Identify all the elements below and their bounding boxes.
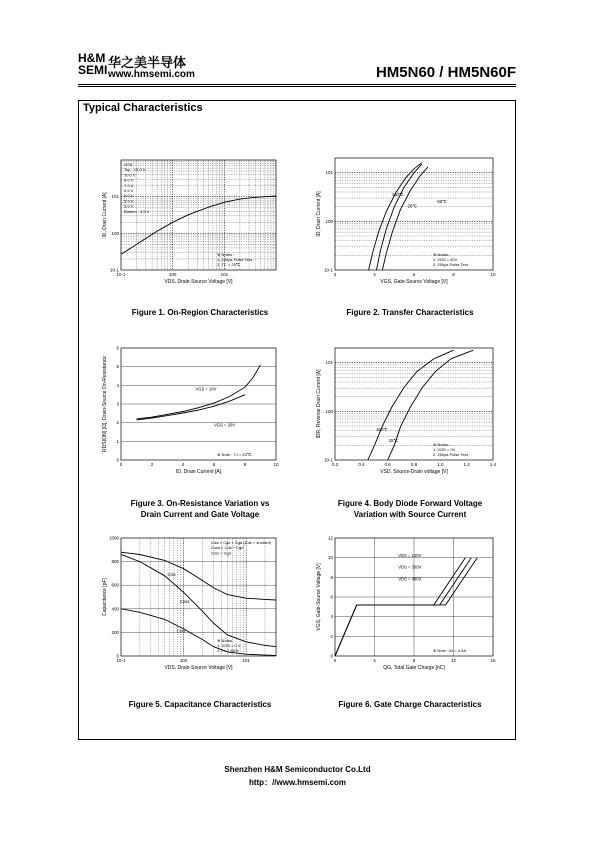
chart-note: ※ Notes : bbox=[432, 442, 451, 447]
curve-annotation: VDS = 120V bbox=[398, 552, 422, 558]
chart-note: ※ Note : TJ = 25℃ bbox=[217, 452, 252, 457]
x-tick-label: 0.8 bbox=[410, 462, 418, 467]
y-axis-label: Capacitance [pF] bbox=[102, 578, 108, 616]
chart-note: ※ Note : ID = 4.5A bbox=[432, 648, 467, 653]
series-line bbox=[335, 558, 465, 656]
plot-frame bbox=[335, 348, 493, 460]
series-line bbox=[382, 167, 427, 270]
x-tick-label: 0 bbox=[119, 462, 123, 467]
y-tick-label: 10-1 bbox=[323, 457, 333, 463]
curve-annotation: Crss bbox=[176, 628, 186, 634]
curve-annotation: 150℃ bbox=[376, 426, 388, 432]
y-tick-label: 10 bbox=[327, 555, 333, 561]
x-tick-label: 10-1 bbox=[116, 658, 126, 663]
footer-url: http：//www.hmsemi.com bbox=[248, 778, 347, 787]
curve-annotation: Ciss bbox=[167, 571, 176, 577]
chart-note: 2. 250μs Pulse Test bbox=[432, 262, 468, 267]
figure-5-caption: Figure 5. Capacitance Characteristics bbox=[128, 700, 272, 709]
curve-annotation: 150℃ bbox=[391, 192, 404, 198]
y-tick-label: 0 bbox=[330, 653, 333, 659]
logo-url: www.hmsemi.com bbox=[108, 69, 195, 80]
x-tick-label: 2 bbox=[333, 272, 337, 277]
legend-entry: 5.5 V bbox=[124, 198, 134, 204]
figure-3-chart bbox=[96, 340, 286, 490]
figure-1-chart bbox=[96, 150, 286, 300]
chart-note: 2. TC = 25℃ bbox=[217, 262, 241, 267]
y-tick-label: 6 bbox=[330, 594, 333, 600]
chart-note: 2. 250μs Pulse Test bbox=[432, 452, 468, 457]
series-line bbox=[137, 365, 261, 419]
curve-annotation: VGS = 10V bbox=[195, 386, 217, 392]
x-tick-label: 4 bbox=[373, 658, 376, 663]
x-tick-label: 2 bbox=[150, 462, 154, 467]
curve-annotation: VDS = 300V bbox=[398, 564, 422, 570]
x-tick-label: 101 bbox=[242, 658, 250, 663]
legend-entry: Bottom : 4.5 V bbox=[124, 208, 150, 214]
legend-entry: VGS bbox=[124, 162, 133, 167]
header-rule-2 bbox=[78, 86, 516, 87]
x-tick-label: 0.4 bbox=[358, 462, 365, 467]
y-axis-label: IDR, Reverse Drain Current [A] bbox=[316, 369, 322, 439]
x-tick-label: 8 bbox=[243, 462, 247, 467]
x-tick-label: 6 bbox=[212, 462, 216, 467]
y-tick-label: 600 bbox=[111, 582, 119, 588]
chart-note: 2. f = 1 MHz bbox=[217, 648, 239, 653]
x-tick-label: 101 bbox=[220, 272, 229, 277]
x-axis-label: VSD, Source-Drain voltage [V] bbox=[380, 469, 448, 475]
y-tick-label: 5 bbox=[116, 364, 119, 370]
series-line bbox=[388, 350, 474, 460]
x-tick-label: 12 bbox=[450, 658, 457, 663]
chart-note: 1. 250μs Pulse Test bbox=[217, 257, 253, 262]
y-tick-label: 100 bbox=[325, 408, 333, 414]
x-axis-label: VGS, Gate-Source Voltage [V] bbox=[380, 279, 448, 285]
x-tick-label: 10 bbox=[273, 462, 279, 467]
y-axis-label: ID, Drain Current [A] bbox=[102, 192, 108, 238]
figure-4-chart bbox=[310, 340, 500, 490]
y-tick-label: 1000 bbox=[108, 535, 119, 541]
y-tick-label: 3 bbox=[116, 401, 119, 407]
y-tick-label: 100 bbox=[325, 218, 333, 224]
curve-annotation: 25℃ bbox=[388, 438, 399, 444]
curve-annotation: 25℃ bbox=[407, 203, 418, 209]
curve-annotation: -55℃ bbox=[436, 198, 447, 204]
series-line bbox=[121, 609, 276, 656]
logo-text: H&M SEMI bbox=[78, 51, 108, 77]
chart-note: ※ Notes : bbox=[217, 252, 235, 257]
legend-entry: Crss = Cgd bbox=[210, 550, 232, 556]
y-tick-label: 400 bbox=[111, 606, 119, 612]
x-tick-label: 0.2 bbox=[331, 462, 339, 467]
x-tick-label: 6 bbox=[412, 272, 416, 277]
legend-entry: 8.0 V bbox=[124, 177, 134, 183]
y-tick-label: 101 bbox=[111, 194, 119, 200]
legend-entry: 6.5 V bbox=[124, 188, 134, 193]
legend-entry: Ciss = Cgs + Cgd (Cds = shorted) bbox=[210, 540, 272, 545]
figure-6-caption: Figure 6. Gate Charge Characteristics bbox=[338, 700, 482, 709]
y-axis-label: RDS(ON) [Ω], Drain-Source On-Resistance bbox=[102, 356, 108, 452]
legend-entry: Top : 15.0 V bbox=[124, 167, 146, 173]
logo-chinese-name: 华之美半导体 bbox=[108, 55, 187, 70]
figure-4-caption: Figure 4. Body Diode Forward Voltage Variation with Source Current bbox=[337, 499, 483, 519]
figure-6-chart bbox=[310, 530, 500, 690]
y-tick-label: 101 bbox=[325, 170, 333, 176]
y-tick-label: 0 bbox=[116, 653, 119, 659]
y-tick-label: 12 bbox=[327, 535, 333, 541]
figure-2-caption: Figure 2. Transfer Characteristics bbox=[346, 308, 474, 317]
curve-annotation: VDS = 480V bbox=[398, 576, 422, 582]
plot-frame bbox=[335, 158, 493, 270]
x-tick-label: 8 bbox=[452, 272, 455, 277]
x-tick-label: 10-1 bbox=[116, 272, 126, 277]
curve-annotation: Coss bbox=[179, 598, 190, 604]
y-tick-label: 200 bbox=[111, 629, 119, 635]
part-number: HM5N60 / HM5N60F bbox=[375, 64, 516, 81]
x-tick-label: 10 bbox=[490, 272, 496, 277]
x-tick-label: 1.0 bbox=[437, 462, 444, 467]
y-tick-label: 101 bbox=[325, 360, 333, 366]
y-axis-label: VGS, Gate-Source Voltage [V] bbox=[316, 563, 322, 631]
legend-entry: 10.0 V bbox=[124, 172, 136, 178]
y-tick-label: 1 bbox=[116, 438, 119, 444]
figure-3-caption: Figure 3. On-Resistance Variation vs Drain Current and Gate Voltage bbox=[130, 499, 270, 519]
section-title: Typical Characteristics bbox=[83, 102, 203, 114]
x-tick-label: 0.6 bbox=[384, 462, 391, 467]
legend-entry: 6.0 V bbox=[124, 193, 134, 199]
x-tick-label: 100 bbox=[168, 272, 177, 277]
chart-note: 1. VGS = 0 V bbox=[217, 643, 241, 648]
legend-entry: Coss = Cds + Cgd bbox=[210, 545, 244, 551]
footer-company: Shenzhen H&M Semiconductor Co.Ltd bbox=[224, 765, 371, 774]
legend-entry: 5.0 V bbox=[124, 203, 134, 209]
y-tick-label: 2 bbox=[330, 633, 333, 639]
plot-frame bbox=[121, 160, 276, 270]
chart-note: ※ Notes : bbox=[432, 252, 451, 257]
y-tick-label: 4 bbox=[116, 382, 119, 388]
x-tick-label: 0 bbox=[333, 658, 337, 663]
x-axis-label: ID, Drain Current [A] bbox=[175, 469, 222, 475]
x-axis-label: VDS, Drain-Source Voltage [V] bbox=[164, 665, 233, 671]
x-tick-label: 8 bbox=[412, 658, 416, 663]
legend-entry: 7.0 V bbox=[124, 182, 134, 188]
y-tick-label: 800 bbox=[111, 559, 119, 565]
x-tick-label: 1.2 bbox=[463, 462, 470, 467]
chart-note: 1. VGS = 0V bbox=[432, 447, 456, 452]
figure-5-chart bbox=[96, 530, 286, 690]
series-line bbox=[121, 555, 276, 647]
x-tick-label: 16 bbox=[490, 658, 496, 663]
x-axis-label: QG, Total Gate Charge [nC] bbox=[383, 665, 445, 671]
y-tick-label: 8 bbox=[330, 574, 333, 580]
y-tick-label: 2 bbox=[116, 420, 119, 426]
header-rule bbox=[78, 84, 516, 85]
figure-1-caption: Figure 1. On-Region Characteristics bbox=[131, 308, 269, 317]
y-tick-label: 0 bbox=[116, 457, 119, 463]
series-line bbox=[377, 164, 422, 270]
y-tick-label: 4 bbox=[330, 614, 333, 620]
x-axis-label: VDS, Drain-Source Voltage [V] bbox=[164, 279, 233, 285]
x-tick-label: 4 bbox=[373, 272, 376, 277]
series-line bbox=[137, 395, 246, 420]
y-axis-label: ID, Drain Current [A] bbox=[316, 191, 322, 237]
curve-annotation: VGS = 20V bbox=[214, 422, 236, 428]
x-tick-label: 100 bbox=[179, 658, 188, 663]
y-tick-label: 10-1 bbox=[323, 267, 333, 273]
y-tick-label: 6 bbox=[116, 345, 119, 351]
series-line bbox=[369, 163, 422, 270]
figure-2-chart bbox=[310, 150, 500, 300]
y-tick-label: 100 bbox=[111, 230, 119, 236]
company-logo bbox=[78, 51, 195, 80]
series-line bbox=[121, 552, 276, 600]
chart-note: ※ Notes : bbox=[217, 638, 235, 643]
chart-note: 1. VDS = 40V bbox=[432, 257, 458, 262]
x-tick-label: 4 bbox=[181, 462, 185, 467]
x-tick-label: 1.4 bbox=[489, 462, 497, 467]
y-tick-label: 10-1 bbox=[109, 267, 119, 273]
